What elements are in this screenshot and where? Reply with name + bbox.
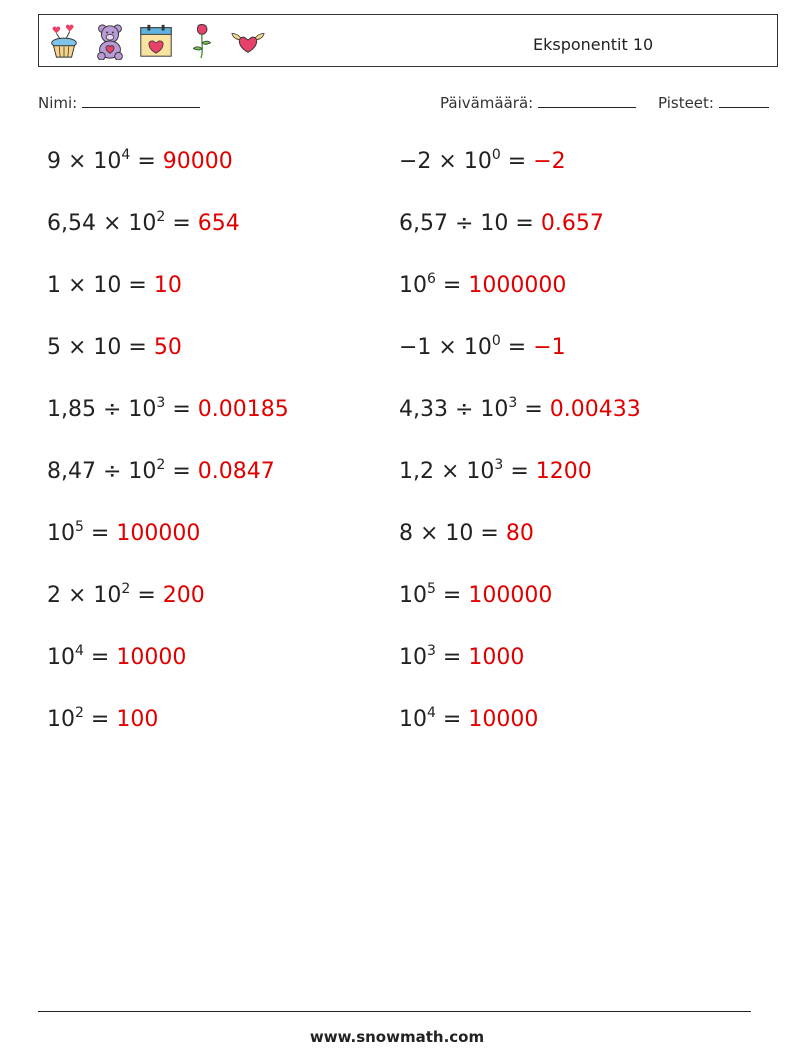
problem-answer: 1000000 <box>468 273 567 298</box>
date-blank <box>538 93 636 108</box>
problem-exponent: 0 <box>491 333 501 349</box>
problem-exponent: 5 <box>427 581 436 597</box>
rose-icon <box>183 22 221 60</box>
problem-item <box>47 457 275 487</box>
problem-expression: 8,47 ÷ 10 <box>47 459 157 484</box>
problem-exponent: 3 <box>427 643 436 659</box>
problem-item <box>399 581 552 611</box>
problem-expression: 10 <box>399 707 427 732</box>
problem-answer: 90000 <box>162 149 233 174</box>
problem-answer: 0.657 <box>540 211 604 236</box>
problem-expression: 5 × 10 <box>47 335 122 360</box>
equals-sign: = <box>500 335 534 360</box>
problem-answer: 0.0847 <box>197 459 275 484</box>
page-title: Eksponentit 10 <box>533 35 654 54</box>
equals-sign: = <box>435 583 469 608</box>
problem-expression: 10 <box>47 707 75 732</box>
problem-answer: 80 <box>505 521 534 546</box>
equals-sign: = <box>83 521 117 546</box>
problem-item <box>399 147 566 177</box>
problem-exponent: 6 <box>427 271 436 287</box>
equals-sign: = <box>435 645 469 670</box>
worksheet-header <box>38 14 778 67</box>
problem-answer: 10 <box>153 273 182 298</box>
teddy-bear-icon <box>91 22 129 60</box>
footer-divider <box>38 1011 751 1012</box>
equals-sign: = <box>435 707 469 732</box>
score-blank <box>719 93 769 108</box>
problem-item <box>399 333 566 363</box>
problem-item <box>47 519 200 549</box>
problem-exponent: 4 <box>75 643 84 659</box>
equals-sign: = <box>121 335 154 360</box>
cupcake-hearts-icon <box>45 22 83 60</box>
date-field <box>440 93 636 112</box>
problem-expression: 8 × 10 <box>399 521 474 546</box>
problem-answer: 50 <box>153 335 182 360</box>
problem-item <box>47 395 289 425</box>
score-field <box>658 93 769 112</box>
problem-item <box>47 271 182 301</box>
problem-exponent: 2 <box>156 209 166 225</box>
problem-expression: 6,54 × 10 <box>47 211 157 236</box>
problem-answer: 10000 <box>468 707 539 732</box>
name-field <box>38 93 200 112</box>
equals-sign: = <box>500 149 534 174</box>
problem-item <box>47 643 186 673</box>
score-label: Pisteet: <box>658 94 714 112</box>
problem-answer: −1 <box>533 335 566 360</box>
problem-expression: 6,57 ÷ 10 <box>399 211 509 236</box>
problem-expression: 1,2 × 10 <box>399 459 495 484</box>
name-label: Nimi: <box>38 94 78 112</box>
problem-item <box>399 643 524 673</box>
problem-answer: 654 <box>197 211 240 236</box>
problem-exponent: 4 <box>121 147 131 163</box>
problem-answer: 100000 <box>468 583 553 608</box>
problem-item <box>47 581 205 611</box>
problem-answer: 0.00433 <box>549 397 641 422</box>
problem-expression: 1,85 ÷ 10 <box>47 397 157 422</box>
problem-item <box>399 209 604 239</box>
equals-sign: = <box>130 149 163 174</box>
problem-exponent: 3 <box>156 395 166 411</box>
problem-exponent: 2 <box>121 581 131 597</box>
problem-expression: −1 × 10 <box>399 335 492 360</box>
equals-sign: = <box>503 459 536 484</box>
problem-answer: 200 <box>162 583 205 608</box>
equals-sign: = <box>83 645 117 670</box>
problem-item <box>47 147 233 177</box>
equals-sign: = <box>435 273 469 298</box>
calendar-heart-icon <box>137 22 175 60</box>
name-blank <box>82 93 200 108</box>
problem-answer: 1200 <box>535 459 592 484</box>
equals-sign: = <box>473 521 506 546</box>
problem-expression: 10 <box>399 645 427 670</box>
problem-exponent: 3 <box>508 395 518 411</box>
header-icons <box>45 21 267 61</box>
equals-sign: = <box>165 459 198 484</box>
problem-answer: 100000 <box>116 521 201 546</box>
problem-item <box>399 519 534 549</box>
problem-expression: 10 <box>399 273 427 298</box>
problem-exponent: 2 <box>156 457 166 473</box>
problem-exponent: 4 <box>427 705 436 721</box>
problem-item <box>399 457 592 487</box>
problem-exponent: 3 <box>494 457 504 473</box>
problem-exponent: 0 <box>491 147 501 163</box>
problem-expression: 10 <box>47 521 75 546</box>
problem-answer: −2 <box>533 149 566 174</box>
problem-expression: 10 <box>399 583 427 608</box>
equals-sign: = <box>130 583 163 608</box>
problem-item <box>47 705 158 735</box>
equals-sign: = <box>83 707 117 732</box>
problem-exponent: 5 <box>75 519 84 535</box>
problem-answer: 0.00185 <box>197 397 289 422</box>
problem-item <box>47 333 182 363</box>
problem-item <box>399 271 566 301</box>
problem-item <box>47 209 240 239</box>
winged-heart-icon <box>229 22 267 60</box>
equals-sign: = <box>165 211 198 236</box>
problem-item <box>399 705 538 735</box>
problem-exponent: 2 <box>75 705 84 721</box>
problem-answer: 10000 <box>116 645 187 670</box>
equals-sign: = <box>165 397 198 422</box>
problem-expression: 4,33 ÷ 10 <box>399 397 509 422</box>
equals-sign: = <box>508 211 541 236</box>
problem-expression: 10 <box>47 645 75 670</box>
equals-sign: = <box>121 273 154 298</box>
footer-url: www.snowmath.com <box>309 1028 485 1046</box>
problem-expression: 2 × 10 <box>47 583 122 608</box>
problem-expression: 9 × 10 <box>47 149 122 174</box>
problem-answer: 100 <box>116 707 159 732</box>
problem-expression: 1 × 10 <box>47 273 122 298</box>
problem-item <box>399 395 641 425</box>
equals-sign: = <box>517 397 550 422</box>
problem-answer: 1000 <box>468 645 525 670</box>
date-label: Päivämäärä: <box>440 94 534 112</box>
problem-expression: −2 × 10 <box>399 149 492 174</box>
